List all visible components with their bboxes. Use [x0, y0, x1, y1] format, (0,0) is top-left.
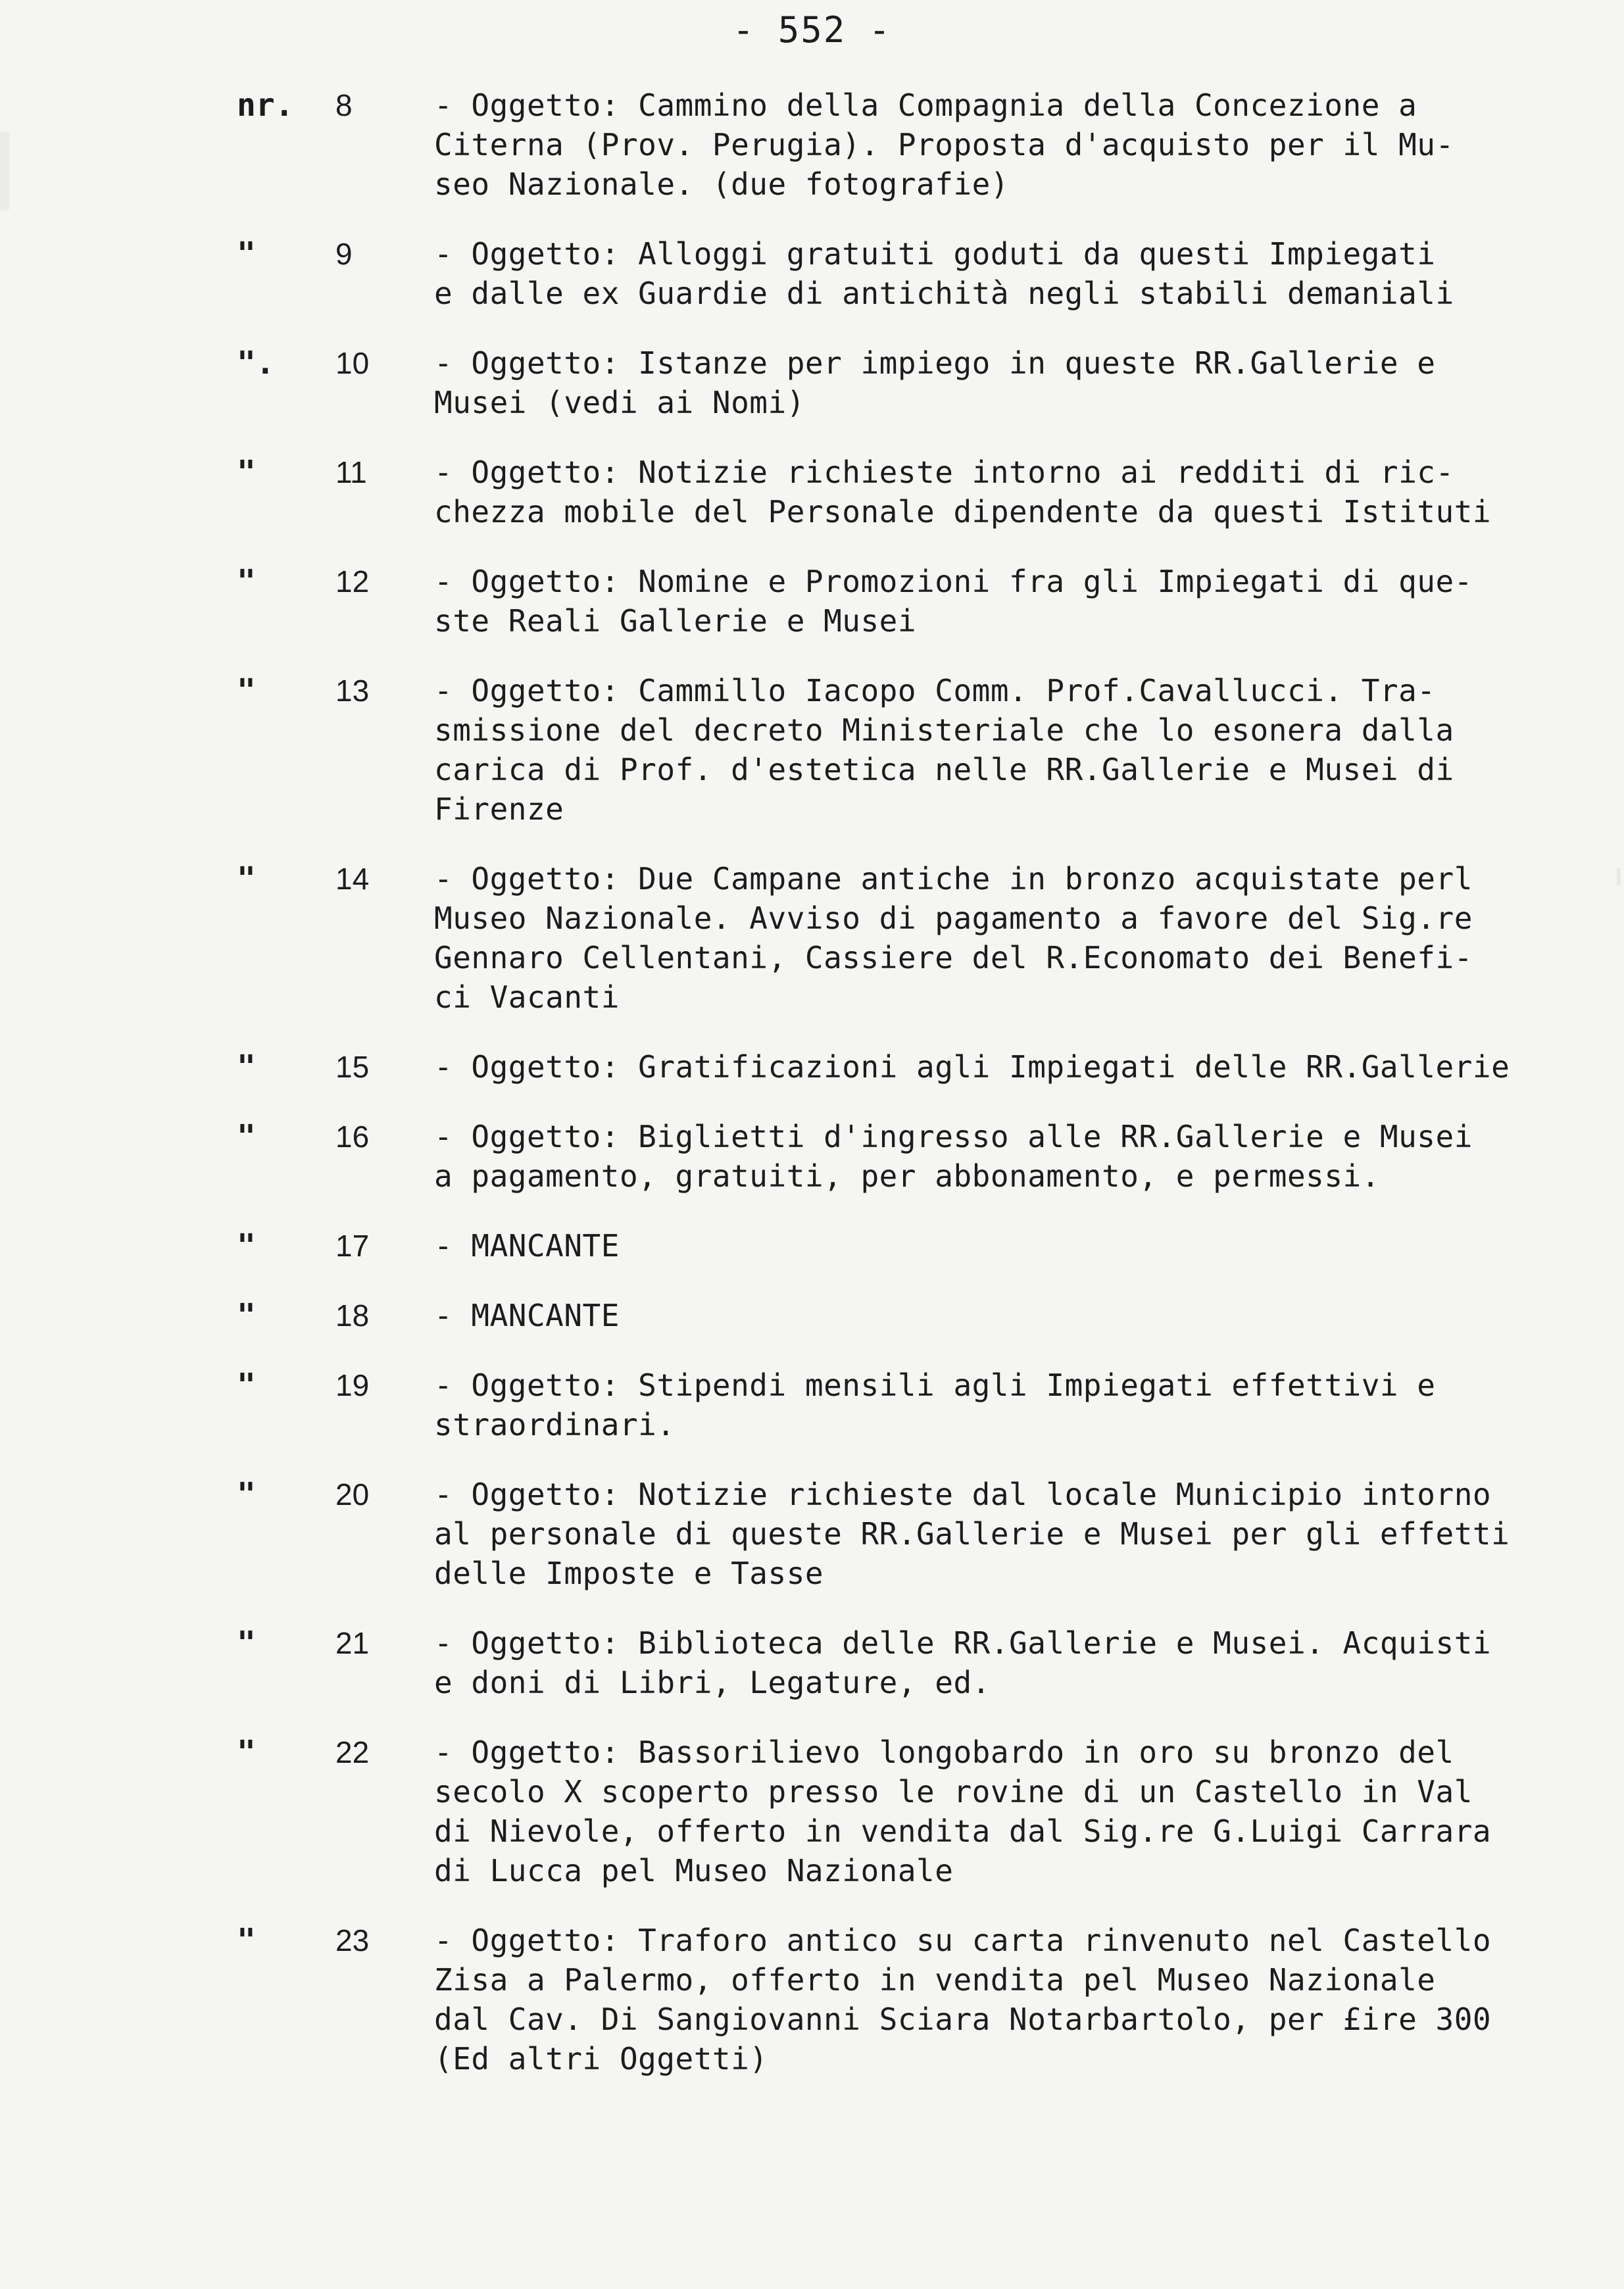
entry-number: 13 — [335, 674, 370, 708]
entry-text: - Oggetto: Cammino della Compagnia della Concezione a Citerna (Prov. Perugia). Proposta d'acquisto per il Mu- seo Nazionale. (due fotografie) — [434, 87, 1454, 202]
entry-number: 17 — [335, 1229, 370, 1263]
entry-prefix: " — [237, 1048, 256, 1085]
entry-number: 11 — [335, 455, 367, 489]
entry-text: - Oggetto: Bassorilievo longobardo in oro su bronzo del secolo X scoperto presso le rovine di un Castello in Val di Nievole, offerto in vendita dal Sig.re G.Luigi Carrara di Lucca pel Museo Nazionale — [434, 1735, 1492, 1888]
entry-number: 10 — [335, 346, 370, 380]
entry-text: - Oggetto: Istanze per impiego in queste RR.Gallerie e Musei (vedi ai Nomi) — [434, 345, 1436, 420]
entry-text: - Oggetto: Notizie richieste dal locale Municipio intorno al personale di queste RR.Gallerie e Musei per gli effetti delle Imposte e Tasse — [434, 1477, 1510, 1591]
entry-prefix: ". — [237, 345, 275, 382]
entry-prefix: " — [237, 1367, 256, 1404]
entry-text: - Oggetto: Alloggi gratuiti goduti da questi Impiegati e dalle ex Guardie di antichità negli stabili demaniali — [434, 236, 1454, 311]
entry-12 — [237, 562, 1592, 641]
entry-prefix: " — [237, 1922, 256, 1959]
entry-number: 21 — [335, 1626, 370, 1660]
entry-17 — [237, 1226, 1592, 1266]
entry-text: - Oggetto: Nomine e Promozioni fra gli Impiegati di que- ste Reali Gallerie e Musei — [434, 564, 1473, 639]
entry-number: 23 — [335, 1923, 370, 1957]
entry-prefix: " — [237, 1297, 256, 1334]
entry-23 — [237, 1921, 1592, 2079]
entry-text: - Oggetto: Biglietti d'ingresso alle RR.Gallerie e Musei a pagamento, gratuiti, per abbonamento, e permessi. — [434, 1119, 1473, 1194]
entry-prefix: " — [237, 454, 256, 491]
entry-prefix: " — [237, 1734, 256, 1771]
entry-text: - Oggetto: Due Campane antiche in bronzo acquistate perl Museo Nazionale. Avviso di pagamento a favore del Sig.re Gennaro Cellentani, Cassiere del R.Economato dei Benefi- ci Vacanti — [434, 861, 1473, 1015]
entry-text: - Oggetto: Traforo antico su carta rinvenuto nel Castello Zisa a Palermo, offerto in vendita pel Museo Nazionale dal Cav. Di Sangiovanni Sciara Notarbartolo, per £ire 300 (Ed altri Oggetti) — [434, 1923, 1492, 2077]
entry-prefix: " — [237, 672, 256, 709]
entry-18 — [237, 1296, 1592, 1335]
entry-text: - Oggetto: Notizie richieste intorno ai redditi di ric- chezza mobile del Personale dipendente da questi Istituti — [434, 455, 1492, 529]
entry-13 — [237, 671, 1592, 829]
entry-prefix: nr. — [237, 87, 294, 124]
entry-number: 16 — [335, 1120, 370, 1154]
entry-16 — [237, 1117, 1592, 1196]
entry-prefix: " — [237, 563, 256, 600]
entry-20 — [237, 1475, 1592, 1593]
entry-text: - MANCANTE — [434, 1298, 620, 1333]
scan-artifact — [0, 132, 9, 210]
entry-11 — [237, 453, 1592, 531]
entry-number: 18 — [335, 1298, 370, 1333]
entry-prefix: " — [237, 1625, 256, 1661]
entry-number: 14 — [335, 862, 370, 896]
entry-number: 9 — [335, 237, 353, 271]
entry-prefix: " — [237, 1118, 256, 1155]
entry-22 — [237, 1733, 1592, 1890]
entry-14 — [237, 859, 1592, 1017]
entry-number: 12 — [335, 564, 370, 599]
entry-prefix: " — [237, 235, 256, 272]
entry-text: - Oggetto: Gratificazioni agli Impiegati delle RR.Gallerie — [434, 1049, 1510, 1085]
entry-number: 20 — [335, 1477, 370, 1512]
scan-artifact — [1617, 868, 1621, 885]
entry-prefix: " — [237, 1227, 256, 1264]
entry-9 — [237, 234, 1592, 313]
entry-21 — [237, 1623, 1592, 1702]
entry-text: - Oggetto: Biblioteca delle RR.Gallerie e Musei. Acquisti e doni di Libri, Legature, ed. — [434, 1625, 1492, 1700]
entry-8 — [237, 86, 1592, 204]
entry-list — [237, 86, 1592, 2109]
entry-text: - Oggetto: Cammillo Iacopo Comm. Prof.Cavallucci. Tra- smissione del decreto Ministeriale che lo esonera dalla carica di Prof. d'estetica nelle RR.Gallerie e Musei di Firenze — [434, 673, 1454, 827]
entry-number: 22 — [335, 1735, 370, 1769]
entry-15 — [237, 1047, 1592, 1087]
page-number: - 552 - — [732, 9, 892, 51]
entry-10 — [237, 343, 1592, 422]
entry-text: - Oggetto: Stipendi mensili agli Impiegati effettivi e straordinari. — [434, 1367, 1436, 1442]
entry-number: 8 — [335, 88, 353, 122]
entry-number: 15 — [335, 1050, 370, 1084]
entry-prefix: " — [237, 860, 256, 897]
entry-prefix: " — [237, 1476, 256, 1513]
entry-text: - MANCANTE — [434, 1228, 620, 1264]
entry-number: 19 — [335, 1368, 370, 1402]
entry-19 — [237, 1366, 1592, 1444]
